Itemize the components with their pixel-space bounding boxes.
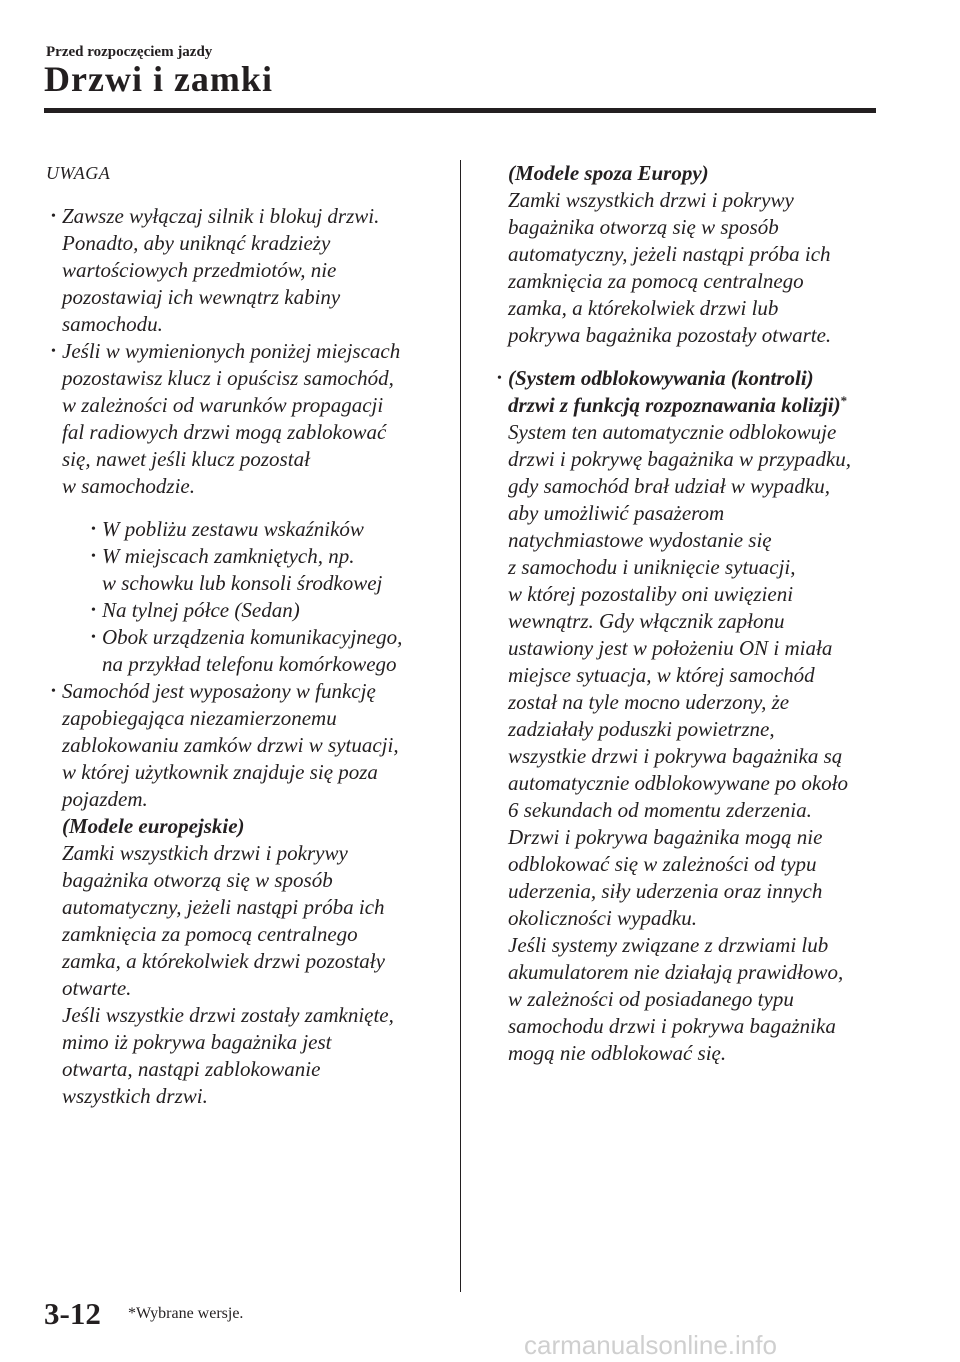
bullet-text: Zawsze wyłączaj silnik i blokuj drzwi. Ponadto, aby uniknąć kradzieży wartościowych przedmiotów, nie pozostawiaj ich wewnątrz kabiny samochodu.	[62, 204, 380, 336]
non-eu-block: (Modele spoza Europy) Zamki wszystkich drzwi i pokrywy bagażnika otworzą się w sposób automatyczny, jeżeli nastąpi próba ich zamknięcia za pomocą centralnego zamka, a którekolwiek drzwi lub pokrywa bagażnika pozostały otwarte.	[492, 160, 892, 349]
bullet-item	[492, 365, 892, 1067]
bullet-dot: •	[91, 522, 96, 537]
header-divider	[44, 108, 876, 113]
bullet-text: Jeśli w wymienionych poniżej miejscach pozostawisz klucz i opuścisz samochód, w zależności od warunków propagacji fal radiowych drzwi mogą zablokować się, nawet jeśli klucz pozostał w samochodzie.	[62, 339, 401, 498]
eu-models-heading: (Modele europejskie)	[62, 814, 245, 838]
sub-bullet-list	[46, 516, 446, 678]
sub-bullet-item: • W pobliżu zestawu wskaźników	[91, 517, 364, 541]
footnote: *Wybrane wersje.	[128, 1305, 244, 1322]
bullet-text: (System odblokowywania (kontroli) drzwi z funkcją rozpoznawania kolizji)* System ten automatycznie odblokowuje drzwi i pokrywę bagażnika w przypadku, gdy samochód brał udział w wypadku, aby umożliwić pasażerom natychmiastowe wydostanie się z samochodu i uniknięcie sytuacji, w której pozostaliby oni uwięzieni wewnątrz. Gdy włącznik zapłonu ustawiony jest w położeniu ON i miała miejsce sytuacja, w której samochód został na tyle mocno uderzony, że zadziałały poduszki powietrzne, wszystkie drzwi i pokrywa bagażnika są automatycznie odblokowywane po około 6 sekundach od momentu zderzenia. Drzwi i pokrywa bagażnika mogą nie odblokować się w zależności od typu uderzenia, siły uderzenia oraz innych okoliczności wypadku. Jeśli systemy związane z drzwiami lub akumulatorem nie działają prawidłowo, w zależności od posiadanego typu samochodu drzwi i pokrywa bagażnika mogą nie odblokować się.	[508, 365, 892, 1067]
system-heading-cont: drzwi z funkcją rozpoznawania kolizji)*	[508, 393, 848, 417]
right-column	[492, 160, 892, 1067]
sub-bullet-item: • Obok urządzenia komunikacyjnego, na przykład telefonu komórkowego	[91, 625, 403, 676]
bullet-dot: •	[51, 209, 56, 224]
bullet-dot: •	[91, 603, 96, 618]
bullet-dot: •	[91, 630, 96, 645]
page-title: Drzwi i zamki	[44, 59, 273, 99]
bullet-dot: •	[51, 684, 56, 699]
system-heading: (System odblokowywania (kontroli)	[508, 366, 814, 390]
left-column	[46, 160, 446, 1110]
bullet-text: Samochód jest wyposażony w funkcję zapobiegająca niezamierzonemu zablokowaniu zamków drzwi w sytuacji, w której użytkownik znajduje się poza pojazdem. (Modele europejskie) Zamki wszystkich drzwi i pokrywy bagażnika otworzą się w sposób automatyczny, jeżeli nastąpi próba ich zamknięcia za pomocą centralnego zamka, a którekolwiek drzwi pozostały otwarte. Jeśli wszystkie drzwi zostały zamknięte, mimo iż pokrywa bagażnika jest otwarta, nastąpi zablokowanie wszystkich drzwi.	[62, 678, 446, 1110]
column-divider	[460, 160, 461, 1292]
bullet-item	[46, 678, 446, 1110]
page-number: 3-12	[44, 1296, 101, 1331]
bullet-dot: •	[497, 371, 502, 386]
non-eu-models-heading: (Modele spoza Europy)	[508, 161, 709, 185]
sub-bullet-item: • W miejscach zamkniętych, np. w schowku lub konsoli środkowej	[91, 544, 383, 595]
bullet-dot: •	[91, 549, 96, 564]
bullet-dot: •	[51, 344, 56, 359]
section-label: Przed rozpoczęciem jazdy	[46, 44, 213, 60]
watermark: carmanualsonline.info	[524, 1330, 777, 1360]
sub-bullet-item: • Na tylnej półce (Sedan)	[91, 598, 300, 622]
note-heading: UWAGA	[46, 163, 111, 183]
bullet-item	[46, 203, 446, 338]
optional-asterisk: *	[840, 393, 848, 408]
bullet-item	[46, 338, 446, 500]
